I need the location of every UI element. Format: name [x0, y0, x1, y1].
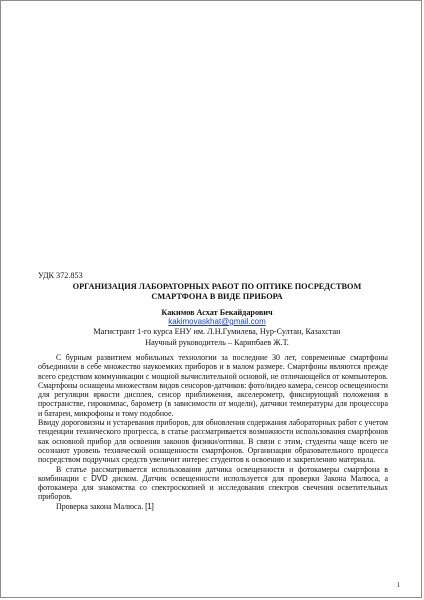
dvd-term: DVD: [91, 473, 108, 483]
author-email-link[interactable]: kakimovaskhat@gmail.com: [168, 317, 266, 326]
article-title-line-2: СМАРТФОНА В ВИДЕ ПРИБОРА: [151, 292, 283, 301]
method-text-before: В статье рассматривается использования датчика освещенности и фотокамеры смартфона в комбинации с: [38, 464, 388, 483]
paragraph-intro: С бурным развитием мобильных технологии за последние 30 лет, современные смартфоны объединили в себе множество наукоемких приборов и в малом размере. Смартфоны являются прежде всего средством коммуникации с мощной вычислительной основой, не отличающейся от компьютеров. Смартфоны оснащены множеством видов сенсоров-датчиков: фото/видео камера, сенсор освещенности для регуляции яркости дисплея, сенсор приближения, акселерометр, фиксирующий положения в пространстве, гирокомпас, барометр (в зависимости от модели), датчики температуры для процессора и батареи, микрофоны и тому подобное.: [38, 353, 389, 418]
author-affiliation: Магистрант 1-го курса ЕНУ им. Л.Н.Гумилева, Нур-Султан, Казахстан: [93, 327, 341, 336]
paragraph-motivation: Ввиду дороговизны и устаревания приборов, для обновления содержания лабораторных работ с учетом тенденции технического прогресса, в статье рассматривается возможности использования смартфонов как основной прибор для освоения законов физики/оптики. В связи с этим, студенты чаще всего не осознают уровень технической оснащенности смартфонов. Организация образовательного процесса посредством подручных средств увеличит интерес студентов к освоению и закреплению материала.: [38, 418, 388, 465]
reference-citation: [1]: [145, 501, 154, 511]
malus-law-text: Проверка закона Малюса.: [56, 501, 146, 511]
article-body: [38, 353, 388, 511]
method-text-after: диском. Датчик освещенности используется для проверки Закона Малюса, а фотокамера для знакомства со спектроскопией и исследования спектров свечения осветительных приборов.: [38, 473, 388, 502]
scientific-supervisor: Научный руководитель – Карипбаев Ж.Т.: [145, 338, 289, 347]
section-heading-malus-law: [38, 502, 388, 511]
paragraph-method: [38, 465, 388, 502]
author-name: Какимов Асхат Бекайдарович: [161, 308, 273, 317]
page-number: 1: [396, 581, 400, 589]
udk-code: УДК 372.853: [38, 271, 83, 280]
article-title-line-1: ОРГАНИЗАЦИЯ ЛАБОРАТОРНЫХ РАБОТ ПО ОПТИКЕ ПОСРЕДСТВОМ: [72, 282, 362, 291]
